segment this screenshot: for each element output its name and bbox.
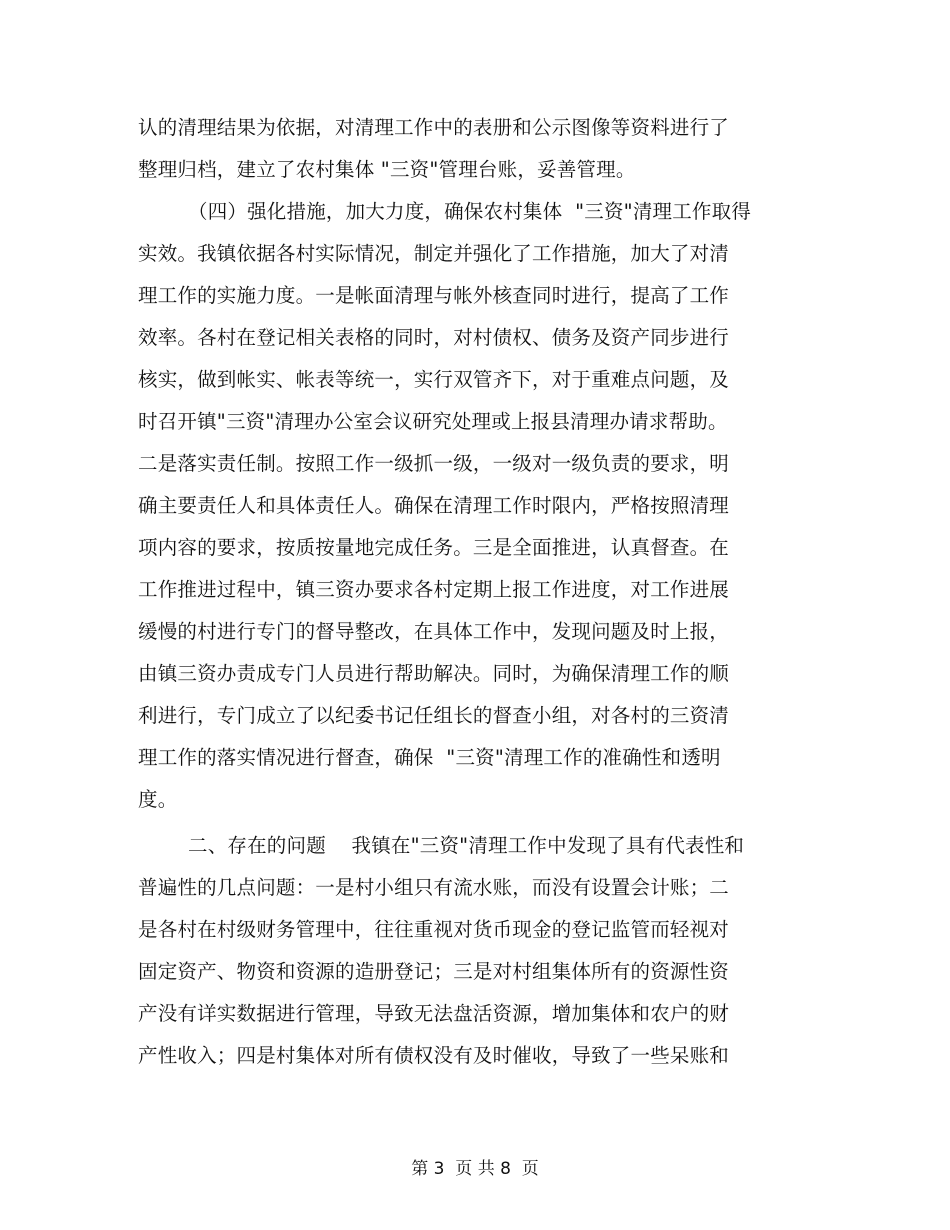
text-line: 时召开镇"三资"清理办公室会议研究处理或上报县清理办请求帮助。 [138,410,728,433]
text-line: 产性收入；四是村集体对所有债权没有及时催收，导致了一些呆账和 [138,1044,730,1067]
text-line: 整理归档，建立了农村集体 "三资"管理台账，妥善管理。 [138,158,636,181]
text-line: 由镇三资办责成专门人员进行帮助解决。同时，为确保清理工作的顺 [138,662,730,685]
text-line: 实效。我镇依据各村实际情况，制定并强化了工作措施，加大了对清 [138,242,730,265]
text-line: 效率。各村在登记相关表格的同时，对村债权、债务及资产同步进行 [138,326,730,349]
text-line: 度。 [138,788,178,811]
text-line: 缓慢的村进行专门的督导整改，在具体工作中，发现问题及时上报， [138,620,730,643]
text-line: 工作推进过程中，镇三资办要求各村定期上报工作进度，对工作进展 [138,578,730,601]
text-line: 认的清理结果为依据，对清理工作中的表册和公示图像等资料进行了 [138,116,730,139]
section-heading-line: （四）强化措施，加大力度，确保农村集体 "三资"清理工作取得 [188,200,752,223]
text-line: 利进行，专门成立了以纪委书记任组长的督查小组，对各村的三资清 [138,704,730,727]
text-line: 固定资产、物资和资源的造册登记；三是对村组集体所有的资源性资 [138,960,730,983]
text-line: 项内容的要求，按质按量地完成任务。三是全面推进，认真督查。在 [138,536,730,559]
text-line: 理工作的实施力度。一是帐面清理与帐外核查同时进行，提高了工作 [138,284,730,307]
section-heading-line: 二、存在的问题 我镇在"三资"清理工作中发现了具有代表性和 [188,834,745,857]
text-line: 普遍性的几点问题：一是村小组只有流水账，而没有设置会计账；二 [138,876,730,899]
text-line: 理工作的落实情况进行督查，确保 "三资"清理工作的准确性和透明 [138,746,721,769]
text-line: 产没有详实数据进行管理，导致无法盘活资源，增加集体和农户的财 [138,1002,730,1025]
text-line: 确主要责任人和具体责任人。确保在清理工作时限内，严格按照清理 [138,494,730,517]
text-line: 二是落实责任制。按照工作一级抓一级，一级对一级负责的要求，明 [138,452,730,475]
text-line: 是各村在村级财务管理中，往往重视对货币现金的登记监管而轻视对 [138,918,730,941]
page-number-footer: 第 3 页 共 8 页 [411,1159,539,1179]
text-line: 核实，做到帐实、帐表等统一，实行双管齐下，对于重难点问题，及 [138,368,730,391]
